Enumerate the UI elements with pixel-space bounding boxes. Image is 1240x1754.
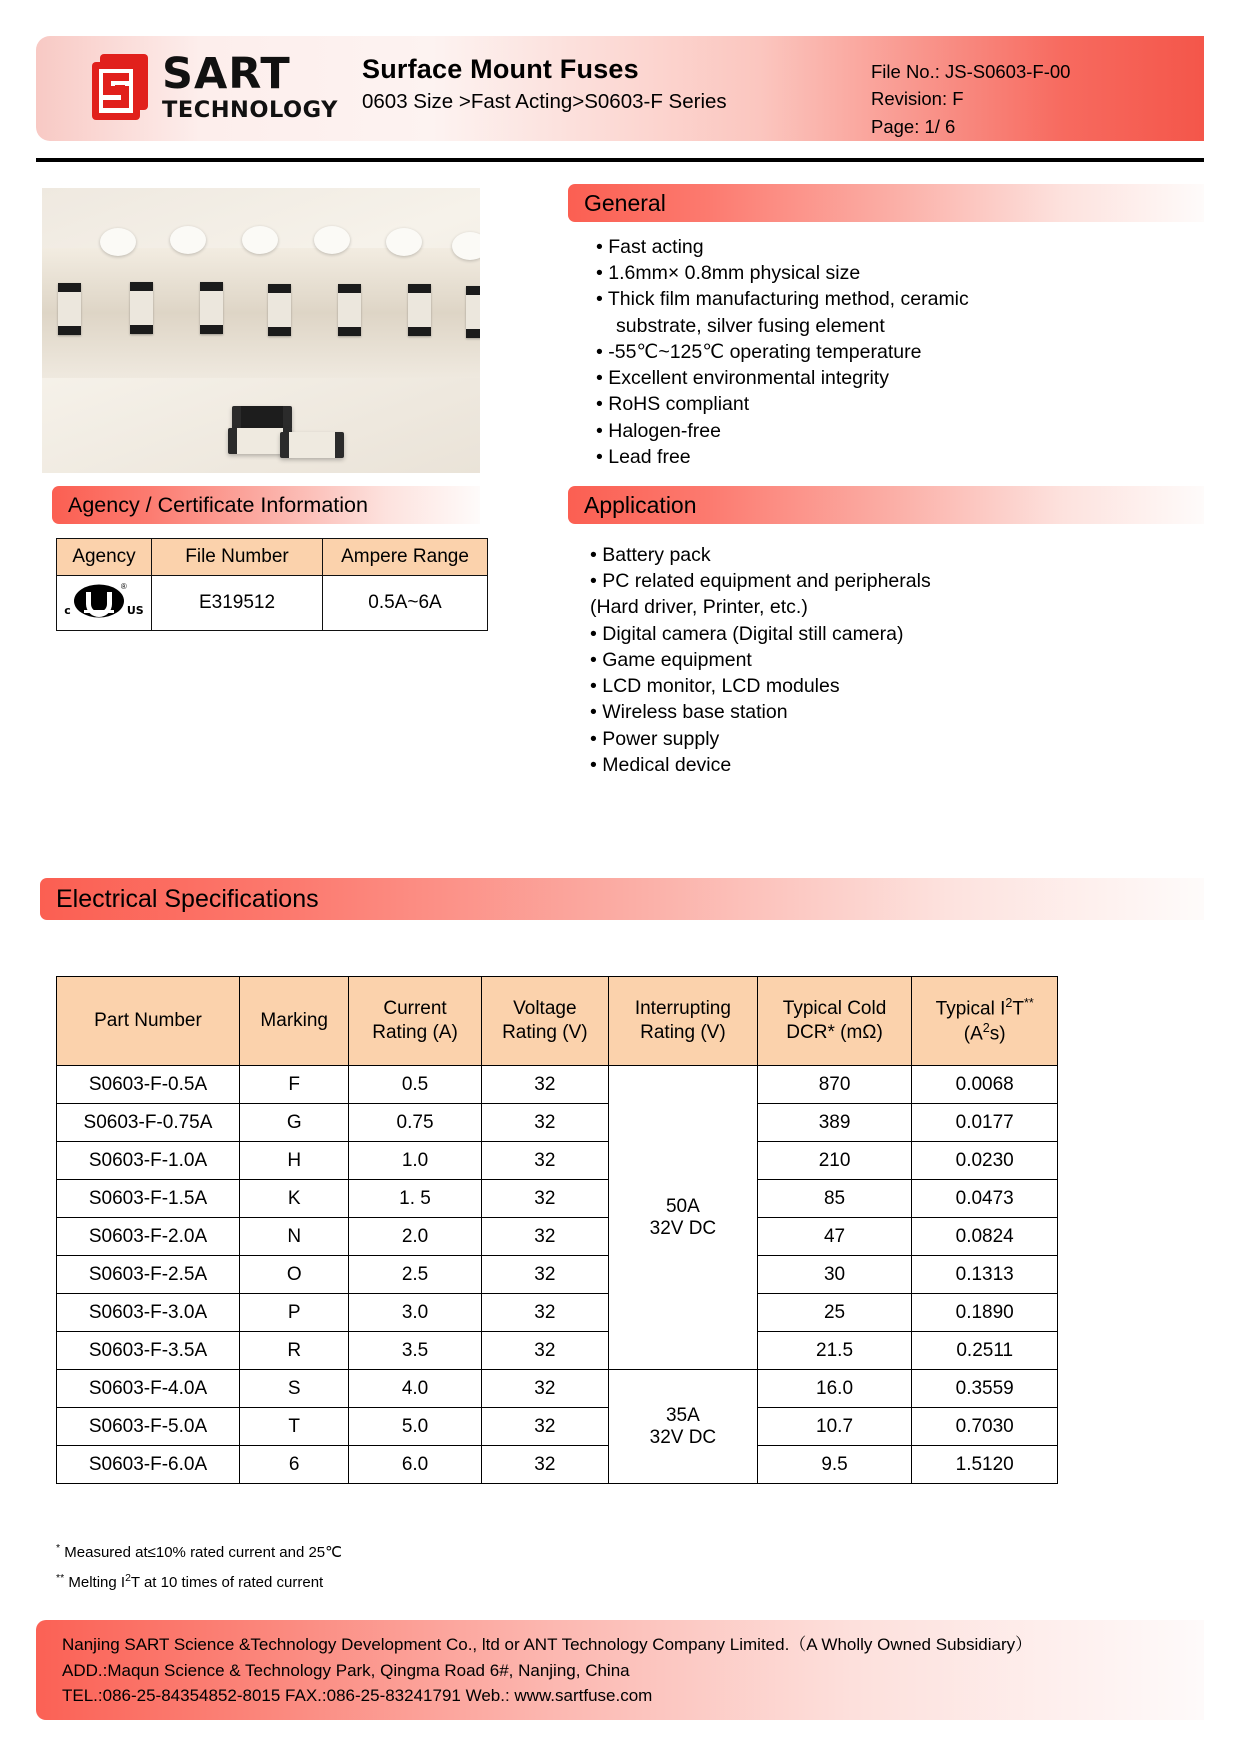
cell-i2t: 0.2511 (912, 1332, 1058, 1370)
cell-current: 1.0 (349, 1142, 481, 1180)
cell-voltage: 32 (481, 1332, 609, 1370)
logo-subtext: TECHNOLOGY (162, 96, 338, 123)
page-title: Surface Mount Fuses (362, 54, 639, 84)
cell-marking: O (239, 1256, 349, 1294)
table-footnote-2 (56, 1572, 323, 1592)
i2t-pre: Typical I (935, 998, 1006, 1020)
cell-part: S0603-F-1.5A (57, 1180, 240, 1218)
cell-dcr: 21.5 (757, 1332, 912, 1370)
cell-i2t: 0.1890 (912, 1294, 1058, 1332)
cell-dcr: 870 (757, 1066, 912, 1104)
spec-col-voltage-l2: Rating (V) (502, 1022, 588, 1043)
application-bullet-2: (Hard driver, Printer, etc.) (590, 596, 808, 619)
agency-cell-file: E319512 (152, 576, 323, 631)
cell-voltage: 32 (481, 1294, 609, 1332)
application-bullet-1: • PC related equipment and peripherals (590, 570, 931, 593)
page-footer (36, 1620, 1204, 1720)
company-logo (90, 48, 338, 123)
cell-marking: F (239, 1066, 349, 1104)
i2t-mid: T (1012, 998, 1024, 1020)
cell-current: 0.75 (349, 1104, 481, 1142)
spec-col-dcr-l2: DCR* (mΩ) (786, 1022, 883, 1043)
general-heading-label: General (584, 189, 666, 216)
cell-voltage: 32 (481, 1218, 609, 1256)
spec-col-marking: Marking (239, 977, 349, 1066)
document-meta (871, 58, 1070, 140)
table-row (57, 1408, 1058, 1446)
agency-header-row (57, 539, 488, 576)
general-bullet-2: • Thick film manufacturing method, ceramic (596, 288, 969, 311)
footnote-2-marker: ** (56, 1572, 65, 1584)
cell-i2t: 0.0068 (912, 1066, 1058, 1104)
table-row (57, 1104, 1058, 1142)
cell-dcr: 9.5 (757, 1446, 912, 1484)
cell-part: S0603-F-0.5A (57, 1066, 240, 1104)
cell-current: 4.0 (349, 1370, 481, 1408)
application-bullet-3: • Digital camera (Digital still camera) (590, 622, 904, 645)
table-row (57, 1180, 1058, 1218)
ul-cus-icon (64, 584, 143, 618)
cell-dcr: 389 (757, 1104, 912, 1142)
cell-i2t: 0.7030 (912, 1408, 1058, 1446)
cell-dcr: 10.7 (757, 1408, 912, 1446)
i2t-bsup: 2 (982, 1021, 990, 1035)
cell-dcr: 47 (757, 1218, 912, 1256)
interrupting-2-l2: 32V DC (649, 1426, 717, 1448)
spec-col-interrupting-l1: Interrupting (634, 998, 731, 1020)
electrical-spec-table (56, 976, 1058, 1484)
table-row (57, 1066, 1058, 1104)
spec-col-i2t-l1 (913, 996, 1056, 1021)
cell-marking: S (239, 1370, 349, 1408)
cell-marking: K (239, 1180, 349, 1218)
application-bullet-5: • LCD monitor, LCD modules (590, 675, 840, 698)
table-row (57, 1294, 1058, 1332)
cell-marking: N (239, 1218, 349, 1256)
cell-i2t: 0.1313 (912, 1256, 1058, 1294)
general-bullet-7: • Halogen-free (596, 419, 721, 442)
table-row (57, 1256, 1058, 1294)
application-bullet-0: • Battery pack (590, 544, 711, 566)
revision: Revision: F (871, 88, 964, 110)
spec-col-interrupting (609, 977, 758, 1066)
cell-marking: H (239, 1142, 349, 1180)
agency-col-file: File Number (152, 539, 323, 576)
registered-mark-icon: ® (120, 582, 127, 591)
spec-col-interrupting-l2: Rating (V) (640, 1022, 726, 1043)
interrupting-1-l1: 50A (665, 1195, 700, 1217)
cell-current: 1. 5 (349, 1180, 481, 1218)
cell-current: 2.5 (349, 1256, 481, 1294)
section-heading-application (568, 486, 1204, 524)
general-bullet-list (596, 234, 1176, 470)
i2t-bpre: (A (963, 1023, 983, 1045)
general-bullet-1: • 1.6mm× 0.8mm physical size (596, 262, 861, 285)
product-photo (42, 188, 480, 473)
cell-current: 3.5 (349, 1332, 481, 1370)
electrical-heading-label: Electrical Specifications (56, 884, 319, 913)
cell-i2t: 0.3559 (912, 1370, 1058, 1408)
cell-part: S0603-F-2.5A (57, 1256, 240, 1294)
spec-col-dcr (757, 977, 912, 1066)
logo-wordmark: SART (162, 48, 291, 99)
spec-col-part-number: Part Number (57, 977, 240, 1066)
cell-interrupting-group-1 (609, 1066, 758, 1370)
agency-table-row (57, 576, 488, 631)
section-heading-general (568, 184, 1204, 222)
cell-current: 2.0 (349, 1218, 481, 1256)
section-heading-electrical (40, 878, 1204, 920)
general-bullet-4: • -55℃~125℃ operating temperature (596, 340, 922, 363)
table-row (57, 1332, 1058, 1370)
cell-i2t: 0.0473 (912, 1180, 1058, 1218)
page-header (36, 36, 1204, 141)
header-divider (36, 158, 1204, 162)
footnote-2-sup: 2 (125, 1572, 131, 1584)
cell-current: 3.0 (349, 1294, 481, 1332)
cell-current: 0.5 (349, 1066, 481, 1104)
spec-col-i2t-l2 (913, 1021, 1056, 1046)
cell-part: S0603-F-4.0A (57, 1370, 240, 1408)
cell-voltage: 32 (481, 1256, 609, 1294)
cell-dcr: 85 (757, 1180, 912, 1218)
application-bullet-6: • Wireless base station (590, 701, 788, 724)
agency-heading-label: Agency / Certificate Information (68, 492, 368, 517)
general-bullet-6: • RoHS compliant (596, 393, 750, 416)
i2t-bpost: s) (989, 1023, 1006, 1045)
cell-voltage: 32 (481, 1104, 609, 1142)
footer-contact-line: TEL.:086-25-84354852-8015 FAX.:086-25-83241791 Web.: www.sartfuse.com (62, 1686, 653, 1705)
page-subtitle: 0603 Size >Fast Acting>S0603-F Series (362, 90, 727, 113)
cell-interrupting-group-2 (609, 1370, 758, 1484)
cell-part: S0603-F-0.75A (57, 1104, 240, 1142)
cell-part: S0603-F-1.0A (57, 1142, 240, 1180)
spec-col-dcr-l1: Typical Cold (782, 998, 887, 1020)
cell-voltage: 32 (481, 1180, 609, 1218)
table-row (57, 1446, 1058, 1484)
cell-dcr: 25 (757, 1294, 912, 1332)
footnote-2-pre: Melting I (68, 1574, 126, 1591)
cell-dcr: 16.0 (757, 1370, 912, 1408)
interrupting-1-l2: 32V DC (649, 1217, 717, 1239)
cell-voltage: 32 (481, 1446, 609, 1484)
page-number: Page: 1/ 6 (871, 115, 956, 137)
cell-voltage: 32 (481, 1142, 609, 1180)
general-bullet-8: • Lead free (596, 445, 691, 468)
cell-marking: P (239, 1294, 349, 1332)
application-bullet-4: • Game equipment (590, 648, 752, 671)
document-title-block (362, 54, 727, 114)
interrupting-2-l1: 35A (665, 1404, 700, 1426)
cell-i2t: 0.0230 (912, 1142, 1058, 1180)
application-bullet-8: • Medical device (590, 753, 732, 776)
cell-current: 5.0 (349, 1408, 481, 1446)
ul-us-label: US (126, 604, 144, 617)
cell-i2t: 0.0177 (912, 1104, 1058, 1142)
spec-col-voltage (481, 977, 609, 1066)
agency-col-amp: Ampere Range (323, 539, 488, 576)
spec-col-current-l1: Current (383, 998, 447, 1020)
table-row (57, 1218, 1058, 1256)
spec-header-row (57, 977, 1058, 1066)
cell-marking: R (239, 1332, 349, 1370)
cell-part: S0603-F-6.0A (57, 1446, 240, 1484)
general-bullet-0: • Fast acting (596, 236, 704, 258)
agency-cell-ampere: 0.5A~6A (323, 576, 488, 631)
cell-marking: 6 (239, 1446, 349, 1484)
agency-col-agency: Agency (57, 539, 152, 576)
spec-col-voltage-l1: Voltage (513, 998, 577, 1020)
footnote-1-text: Measured at≤10% rated current and 25℃ (64, 1544, 342, 1561)
application-bullet-7: • Power supply (590, 727, 720, 750)
general-bullet-3: substrate, silver fusing element (616, 314, 885, 337)
footnote-1-marker: * (56, 1542, 61, 1554)
spec-col-current-l2: Rating (A) (372, 1022, 458, 1043)
cell-part: S0603-F-5.0A (57, 1408, 240, 1446)
footnote-2-post: T at 10 times of rated current (130, 1574, 324, 1591)
application-heading-label: Application (584, 491, 697, 518)
footer-address-line: ADD.:Maqun Science & Technology Park, Qingma Road 6#, Nanjing, China (62, 1660, 630, 1680)
table-row (57, 1142, 1058, 1180)
cell-part: S0603-F-3.0A (57, 1294, 240, 1332)
cell-voltage: 32 (481, 1066, 609, 1104)
i2t-sup1: 2 (1005, 995, 1013, 1010)
sart-logo-icon (90, 52, 152, 122)
cell-marking: G (239, 1104, 349, 1142)
agency-table (56, 538, 488, 631)
cell-dcr: 210 (757, 1142, 912, 1180)
footer-company-line: Nanjing SART Science &Technology Development Co., ltd or ANT Technology Company Limited.（A Wholly Owned Subsidiary） (62, 1635, 1033, 1654)
general-bullet-5: • Excellent environmental integrity (596, 367, 889, 390)
table-row (57, 1370, 1058, 1408)
agency-cell-mark (57, 576, 152, 631)
spec-col-i2t (912, 977, 1058, 1066)
cell-i2t: 1.5120 (912, 1446, 1058, 1484)
table-footnote-1 (56, 1542, 342, 1562)
cell-i2t: 0.0824 (912, 1218, 1058, 1256)
cell-marking: T (239, 1408, 349, 1446)
file-number: File No.: JS-S0603-F-00 (871, 61, 1071, 82)
cell-part: S0603-F-3.5A (57, 1332, 240, 1370)
section-heading-agency (52, 486, 480, 524)
i2t-sup2: ** (1023, 995, 1034, 1010)
application-bullet-list (590, 542, 1170, 778)
spec-col-current (349, 977, 481, 1066)
cell-dcr: 30 (757, 1256, 912, 1294)
cell-current: 6.0 (349, 1446, 481, 1484)
ul-c-label: c (64, 604, 71, 617)
cell-voltage: 32 (481, 1408, 609, 1446)
cell-part: S0603-F-2.0A (57, 1218, 240, 1256)
cell-voltage: 32 (481, 1370, 609, 1408)
